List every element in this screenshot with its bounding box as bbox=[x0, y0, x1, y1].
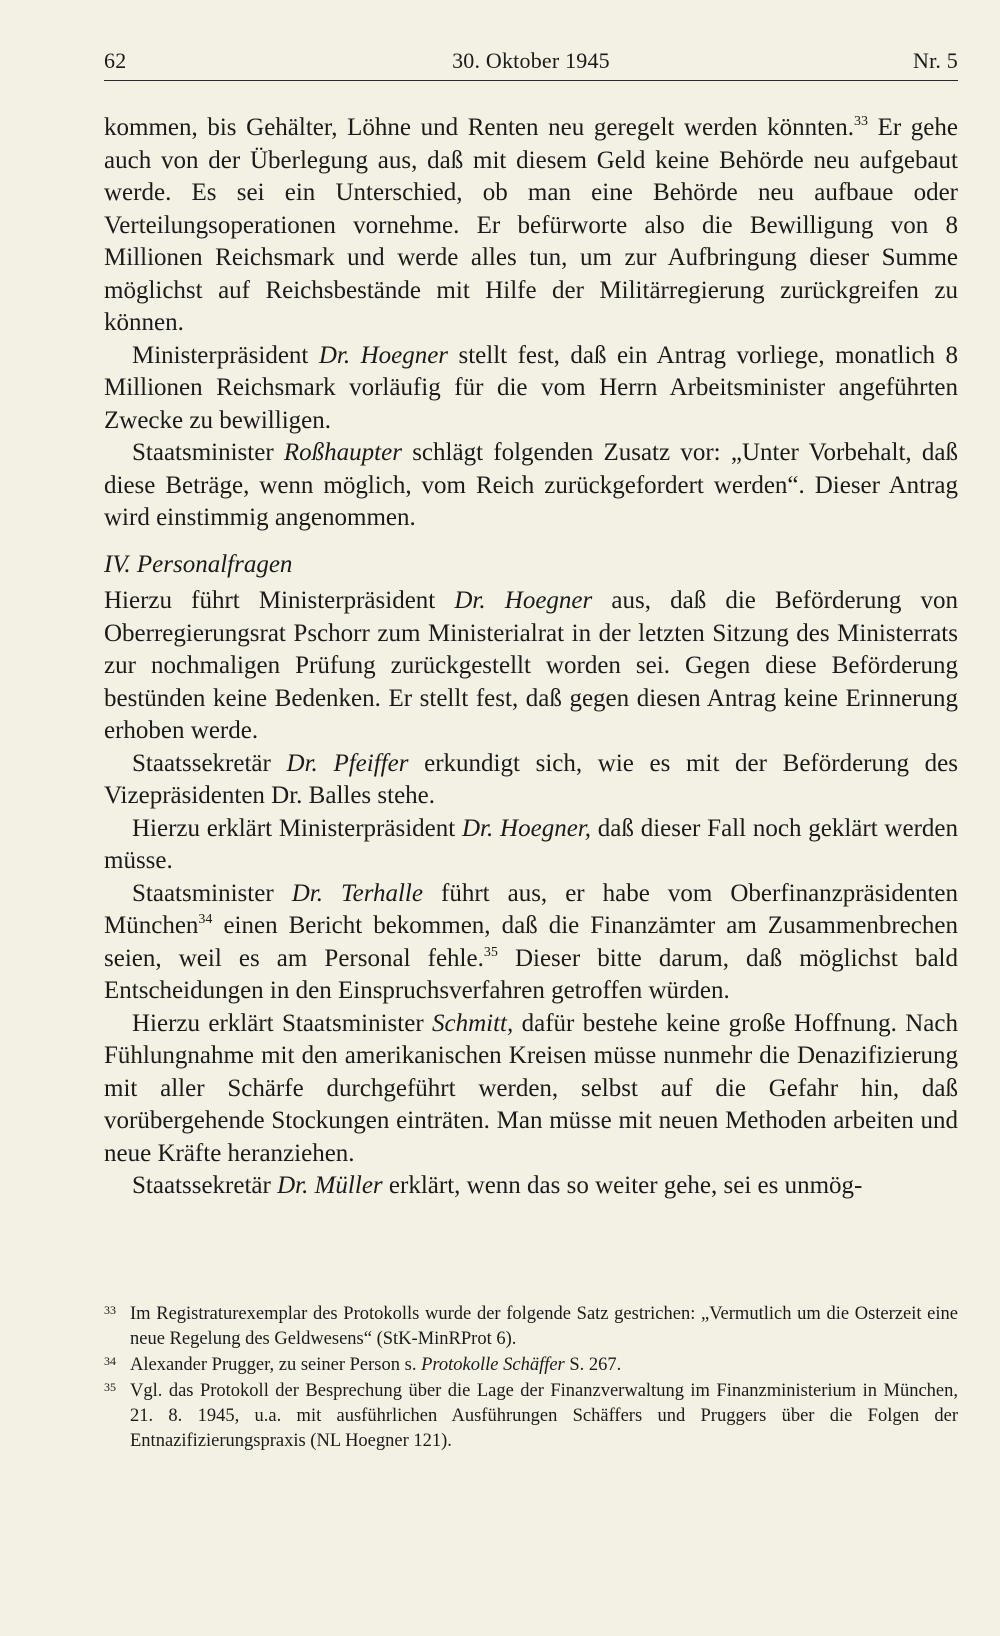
paragraph-3: Staatsminister Roßhaupter schlägt folgenden Zusatz vor: „Unter Vorbehalt, daß diese Beträge, wenn möglich, vom Reich zurückgefordert werden“. Dieser Antrag wird einstimmig angenommen. bbox=[104, 439, 959, 531]
speaker-name: Müller bbox=[314, 1172, 383, 1199]
footnote-number: 35 bbox=[104, 1380, 116, 1394]
page-number: 62 bbox=[104, 48, 127, 73]
footnote-ref-34: 34 bbox=[198, 912, 213, 927]
paragraph-6: Hierzu erklärt Ministerpräsident Dr. Hoegner, daß dieser Fall noch geklärt werden müsse. bbox=[104, 814, 959, 874]
speaker-name: Pfeiffer bbox=[333, 749, 409, 777]
paragraph-9: Staatssekretär Dr. Müller erklärt, wenn das so weiter gehe, sei es unmög- bbox=[132, 1172, 863, 1199]
speaker-name: Roßhaupter bbox=[283, 439, 402, 466]
footnote-number: 33 bbox=[104, 1303, 116, 1317]
speaker-name: Schmitt, bbox=[432, 1009, 514, 1037]
header-date: 30. Oktober 1945 bbox=[452, 48, 610, 73]
speaker-name: Terhalle bbox=[340, 879, 423, 907]
footnote-34: 34 Alexander Prugger, zu seiner Person s. Protokolle Schäffer S. 267. bbox=[104, 1353, 958, 1378]
paragraph-5: Staatssekretär Dr. Pfeiffer erkundigt sich, wie es mit der Beförderung des Vizepräsidenten Dr. Balles stehe. bbox=[104, 749, 958, 809]
speaker-name: Hoegner, bbox=[500, 814, 592, 842]
paragraph-2: Ministerpräsident Dr. Hoegner stellt fest, daß ein Antrag vorliege, monatlich 8 Millionen Reichsmark vorläufig für die vom Herrn Arbeitsminister angeführten Zwecke zu bewilligen. bbox=[104, 341, 959, 434]
running-header bbox=[104, 48, 958, 78]
footnote-ref-35: 35 bbox=[483, 944, 498, 960]
footnote-ref-33: 33 bbox=[853, 114, 868, 129]
paragraph-4: Hierzu führt Ministerpräsident Dr. Hoegner aus, daß die Beförderung von Oberregierungsrat Pschorr zum Ministerialrat in der letzten Sitzung des Ministerrats zur nochmaligen Prüfung zurückgestellt worden sei. Gegen diese Beförderung bestünden keine Bedenken. Er stellt fest, daß gegen diesen Antrag keine Erinnerung erhoben werde. bbox=[104, 587, 958, 744]
speaker-name: Hoegner bbox=[360, 341, 449, 369]
footnotes bbox=[104, 1302, 958, 1455]
footnote-number: 34 bbox=[104, 1354, 116, 1368]
section-heading: IV. Personalfragen bbox=[104, 550, 293, 578]
header-rule bbox=[104, 80, 958, 81]
paragraph-1: kommen, bis Gehälter, Löhne und Renten neu geregelt werden könnten.$^{33}$ Er gehe auch von der Überlegung aus, daß mit diesem Geld keine Behörde neu aufgebaut werde. Es sei ein Unterschied, ob man eine Behörde neu aufbaue oder Verteilungsoperationen vornehme. Er befürworte also die Bewilligung von 8 Millionen Reichsmark und werde alles tun, um zur Aufbringung dieser Summe möglichst auf Reichsbestände mit Hilfe der Militärregierung zurückgreifen zu können. bbox=[104, 114, 958, 336]
paragraph-7: Staatsminister Dr. Terhalle führt aus, er habe vom Oberfinanzpräsidenten München$^{34}$ einen Bericht bekommen, daß die Finanzämter am Zusammenbrechen seien, weil es am Personal fehle.$^{35}$ Dieser bitte darum, daß möglichst bald Entscheidungen in den Einspruchsverfahren getroffen würden. bbox=[104, 879, 959, 1004]
paragraph-8: Hierzu erklärt Staatsminister Schmitt, dafür bestehe keine große Hoffnung. Nach Fühlungnahme mit den amerikanischen Kreisen müsse nunmehr die Denazifizierung mit aller Schärfe durchgeführt werden, selbst auf die Gefahr hin, daß vorübergehende Stockungen einträten. Man müsse mit neuen Methoden arbeiten und neue Kräfte heranziehen. bbox=[104, 1009, 958, 1167]
footnote-33: 33 Im Registraturexemplar des Protokolls wurde der folgende Satz gestrichen: „Vermutlich um die Osterzeit eine neue Regelung des Geldwesens“ (StK-MinRProt 6). bbox=[104, 1302, 958, 1352]
main-text bbox=[104, 112, 958, 1203]
document-number: Nr. 5 bbox=[913, 48, 958, 73]
speaker-name: Hoegner bbox=[504, 587, 593, 614]
footnote-35: 35 Vgl. das Protokoll der Besprechung über die Lage der Finanzverwaltung im Finanzministerium in München, 21. 8. 1945, u.a. mit ausführlichen Ausführungen Schäffers und Pruggers über die Folgen der Entnazifizierungspraxis (NL Hoegner 121). bbox=[104, 1379, 958, 1454]
